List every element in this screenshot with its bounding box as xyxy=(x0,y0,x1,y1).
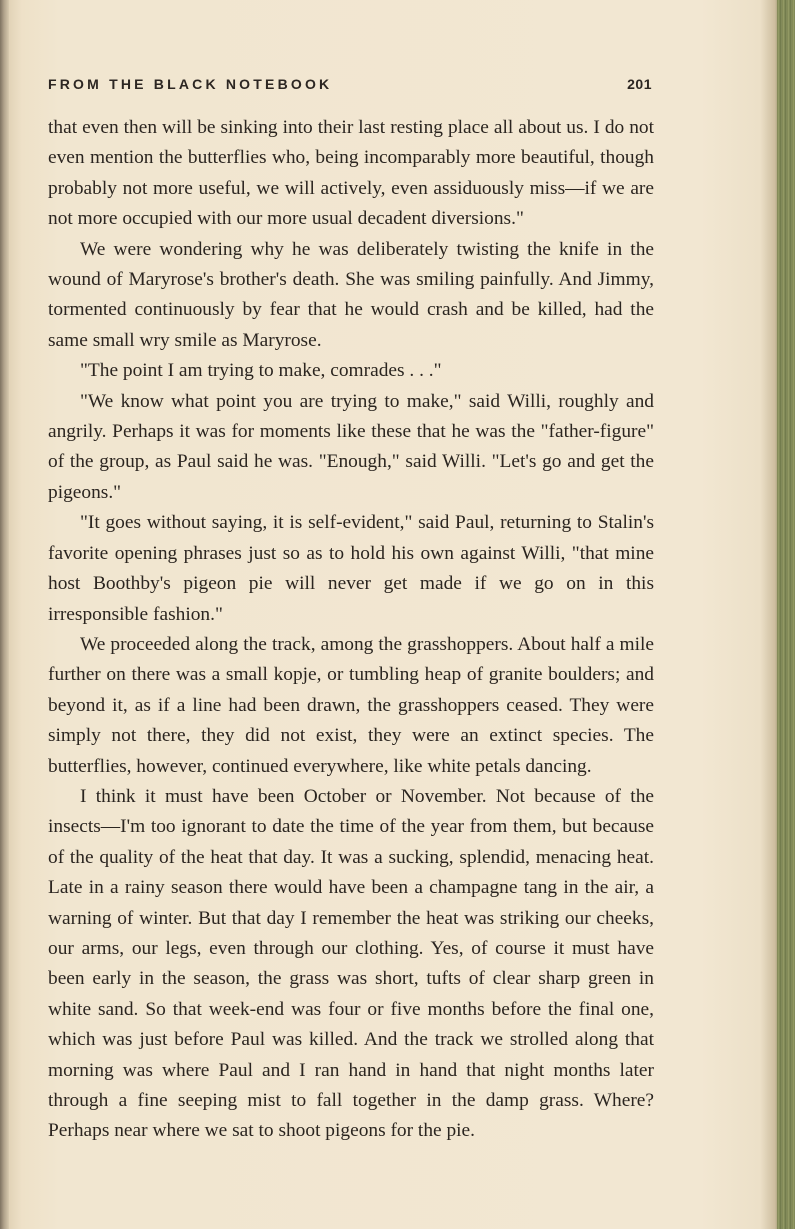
running-head: FROM THE BLACK NOTEBOOK xyxy=(48,76,333,92)
paragraph: that even then will be sinking into their last resting place all about us. I do not even mention the butterflies who, being incomparably more beautiful, though probably not more useful, we will actively, even assiduously miss—if we are not more occupied with our more usual decadent diversions." xyxy=(48,117,654,230)
paragraph: We were wondering why he was deliberately twisting the knife in the wound of Maryrose's brother's death. She was smiling painfully. And Jimmy, tormented continuously by fear that he would crash and be killed, had the same small wry smile as Maryrose. xyxy=(48,238,654,351)
paragraph: We proceeded along the track, among the grasshoppers. About half a mile further on there was a small kopje, or tumbling heap of granite boulders; and beyond it, as if a line had been drawn, the grasshoppers ceased. They were simply not there, they did not exist, they were an extinct species. The butterflies, however, continued everywhere, like white petals dancing. xyxy=(48,633,654,777)
paragraph: "The point I am trying to make, comrades . . ." xyxy=(80,360,442,382)
body-text xyxy=(48,113,654,1147)
paragraph: I think it must have been October or November. Not because of the insects—I'm too ignorant to date the time of the year from them, but because of the quality of the heat that day. It was a sucking, splendid, menacing heat. Late in a rainy season there would have been a champagne tang in the air, a warning of winter. But that day I remember the heat was striking our cheeks, our arms, our legs, even through our clothing. Yes, of course it must have been early in the season, the grass was short, tufts of clear sharp green in white sand. So that week-end was four or five months before the final one, which was just before Paul was killed. And the track we strolled along that morning was where Paul and I ran hand in hand that night months later through a fine seeping mist to fall together in the damp grass. Where? Perhaps near where we sat to shoot pigeons for the pie. xyxy=(48,785,654,1142)
page-header xyxy=(48,72,652,96)
paragraph: "It goes without saying, it is self-evident," said Paul, returning to Stalin's favorite opening phrases just so as to hold his own against Willi, "that mine host Boothby's pigeon pie will never get made if we go on in this irresponsible fashion." xyxy=(48,512,654,625)
page-gutter-shadow xyxy=(0,0,9,1229)
paragraph: "We know what point you are trying to make," said Willi, roughly and angrily. Perhaps it was for moments like these that he was the "father-figure" of the group, as Paul said he was. "Enough," said Willi. "Let's go and get the pigeons." xyxy=(48,390,654,503)
page-number: 201 xyxy=(627,76,652,92)
page-edge-stack xyxy=(777,0,795,1229)
